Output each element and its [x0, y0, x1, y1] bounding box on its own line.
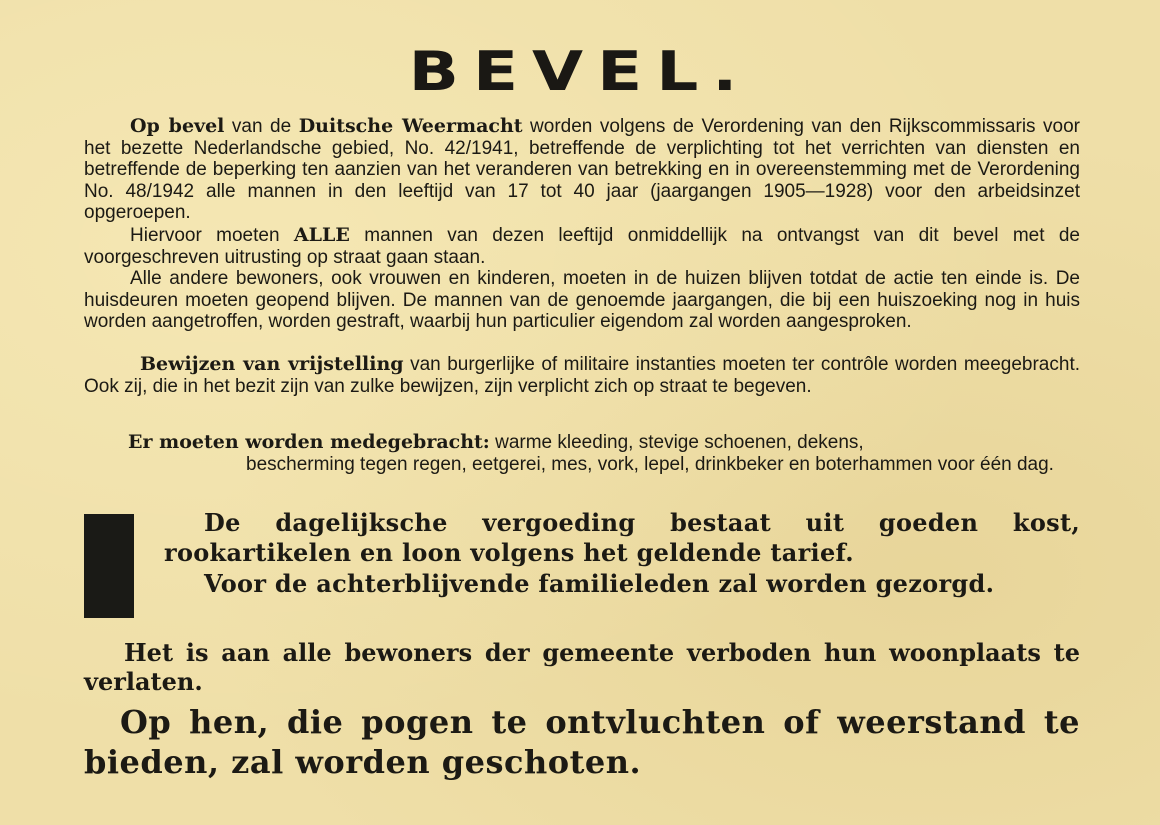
notice-warning: Op hen, die pogen te ontvluchten of weerstand te bieden, zal worden geschoten.: [84, 703, 1080, 781]
paragraph-exemption: [84, 354, 1080, 397]
order-text-2: worden volgens de Verordening van den Rijkscommissaris voor het bezette Nederlandsche gebied, No. 42/1941, betreffende de verplichting tot het verrichten van diensten en betreffende de beperking ten aanzien van het veranderen van betrekking en in overeenstemming met de Verordening No. 48/1942 alle mannen in den leeftijd van 17 tot 40 jaar (jaargangen 1905—1928) voor den arbeidsinzet opgeroepen.: [84, 116, 1081, 223]
notice-families: Voor de achterblijvende familieleden zal worden gezorgd.: [204, 569, 995, 598]
exemption-text: van burgerlijke of militaire instanties moeten ter contrôle worden meegebracht. Ook zij, die in het bezit zijn van zulke bewijzen, zijn verplicht zich op straat te begeven.: [84, 354, 1081, 397]
black-bar: [84, 514, 134, 618]
equipment-text-1: warme kleeding, stevige schoenen, dekens,: [489, 432, 864, 453]
notice-residence: Het is aan alle bewoners der gemeente verboden hun woonplaats te verlaten.: [84, 638, 1080, 696]
exemption-lead: Bewijzen van vrijstelling: [140, 353, 404, 375]
equipment-lead: Er moeten worden medegebracht:: [128, 431, 490, 453]
all-men-text-1: Hiervoor moeten: [130, 225, 294, 246]
order-text-1: van de: [224, 116, 299, 137]
paragraph-order: [84, 116, 1080, 224]
all-men-bold: ALLE: [293, 224, 350, 246]
all-men-text-2: mannen van dezen leeftijd onmiddellijk na ontvangst van dit bevel met de voorgeschreven uitrusting op straat gaan staan.: [84, 225, 1080, 268]
equipment-text-2: bescherming tegen regen, eetgerei, mes, vork, lepel, drinkbeker en boterhammen voor één dag.: [246, 453, 1054, 475]
order-lead: Op bevel: [130, 115, 225, 137]
notice-compensation: De dagelijksche vergoeding bestaat uit goeden kost, rookartikelen en loon volgens het geldende tarief.: [164, 508, 1080, 567]
paragraph-equipment: [128, 432, 1080, 475]
page-title: BEVEL.: [408, 40, 752, 104]
paragraph-all-men: [84, 225, 1080, 268]
order-authority: Duitsche Weermacht: [298, 115, 523, 137]
paragraph-residents: Alle andere bewoners, ook vrouwen en kinderen, moeten in de huizen blijven totdat de actie ten einde is. De huisdeuren moeten geopend blijven. De mannen van de genoemde jaargangen, die bij een huiszoeking nog in huis worden aangetroffen, worden gestraft, waarbij hun particulier eigendom zal worden aangesproken.: [84, 268, 1080, 332]
